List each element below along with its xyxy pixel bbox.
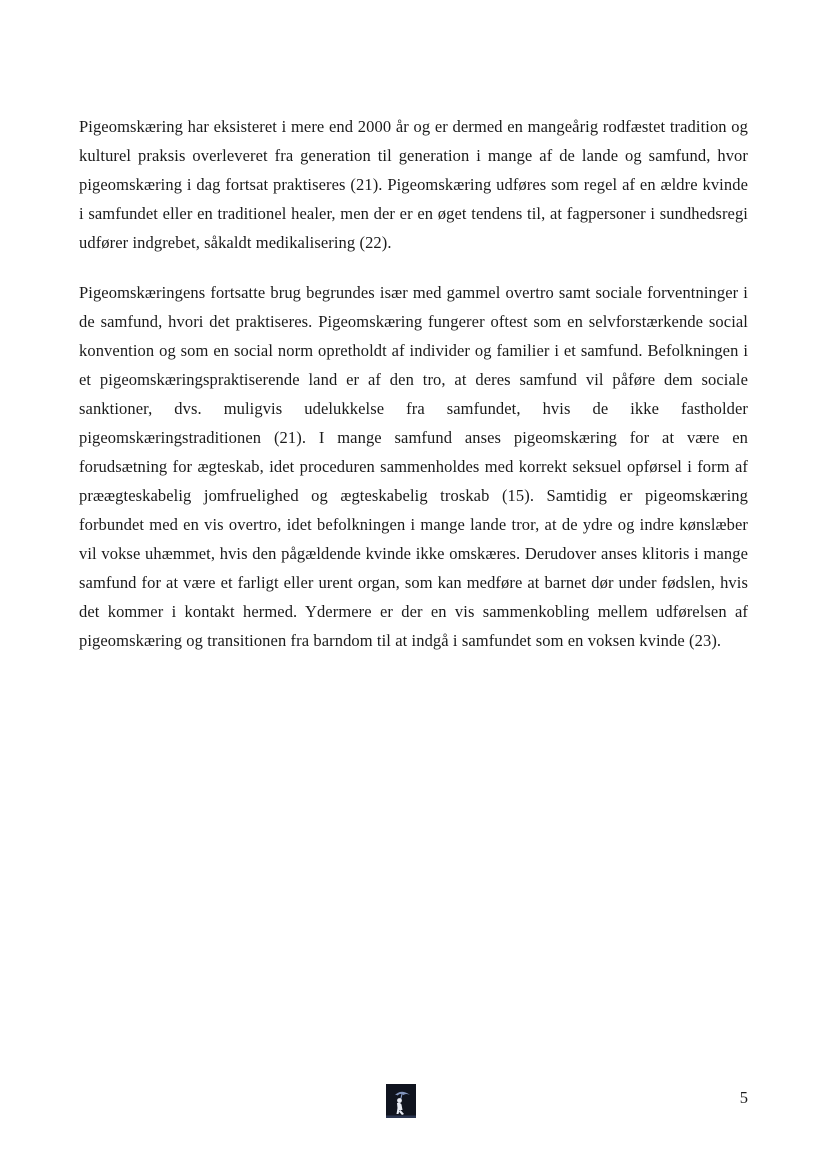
page-number: 5 — [739, 1088, 748, 1107]
paragraph-1: Pigeomskæring har eksisteret i mere end 2000 år og er dermed en mangeårig rodfæstet tradition og kulturel praksis overleveret fra generation til generation i mange af de lande og samfund, hvor pigeomskæring i dag fortsat praktiseres (21). Pigeomskæring udføres som regel af en ældre kvinde i samfundet eller en traditionel healer, men der er en øget tendens til, at fagpersoner i sundhedsregi udfører indgrebet, såkaldt medikalisering (22). — [79, 117, 748, 252]
paragraph-2: Pigeomskæringens fortsatte brug begrundes især med gammel overtro samt sociale forventninger i de samfund, hvori det praktiseres. Pigeomskæring fungerer oftest som en selvforstærkende social konvention og som en social norm opretholdt af individer og familier i et samfund. Befolkningen i et pigeomskæringspraktiserende land er af den tro, at deres samfund vil påføre dem sociale sanktioner, dvs. muligvis udelukkelse fra samfundet, hvis de ikke fastholder pigeomskæringstraditionen (21). I mange samfund anses pigeomskæring for at være en forudsætning for ægteskab, idet proceduren sammenholdes med korrekt seksuel opførsel i form af præægteskabelig jomfruelighed og ægteskabelig troskab (15). Samtidig er pigeomskæring forbundet med en vis overtro, idet befolkningen i mange lande tror, at de ydre og indre kønslæber vil vokse uhæmmet, hvis den pågældende kvinde ikke omskæres. Derudover anses klitoris i mange samfund for at være et farligt eller urent organ, som kan medføre at barnet dør under fødslen, hvis det kommer i kontakt hermed. Ydermere er der en vis sammenkobling mellem udførelsen af pigeomskæring og transitionen fra barndom til at indgå i samfundet som en voksen kvinde (23). — [79, 283, 748, 650]
body-text-block — [79, 112, 748, 676]
footer-logo-image — [386, 1084, 416, 1118]
footer-logo — [386, 1084, 416, 1118]
